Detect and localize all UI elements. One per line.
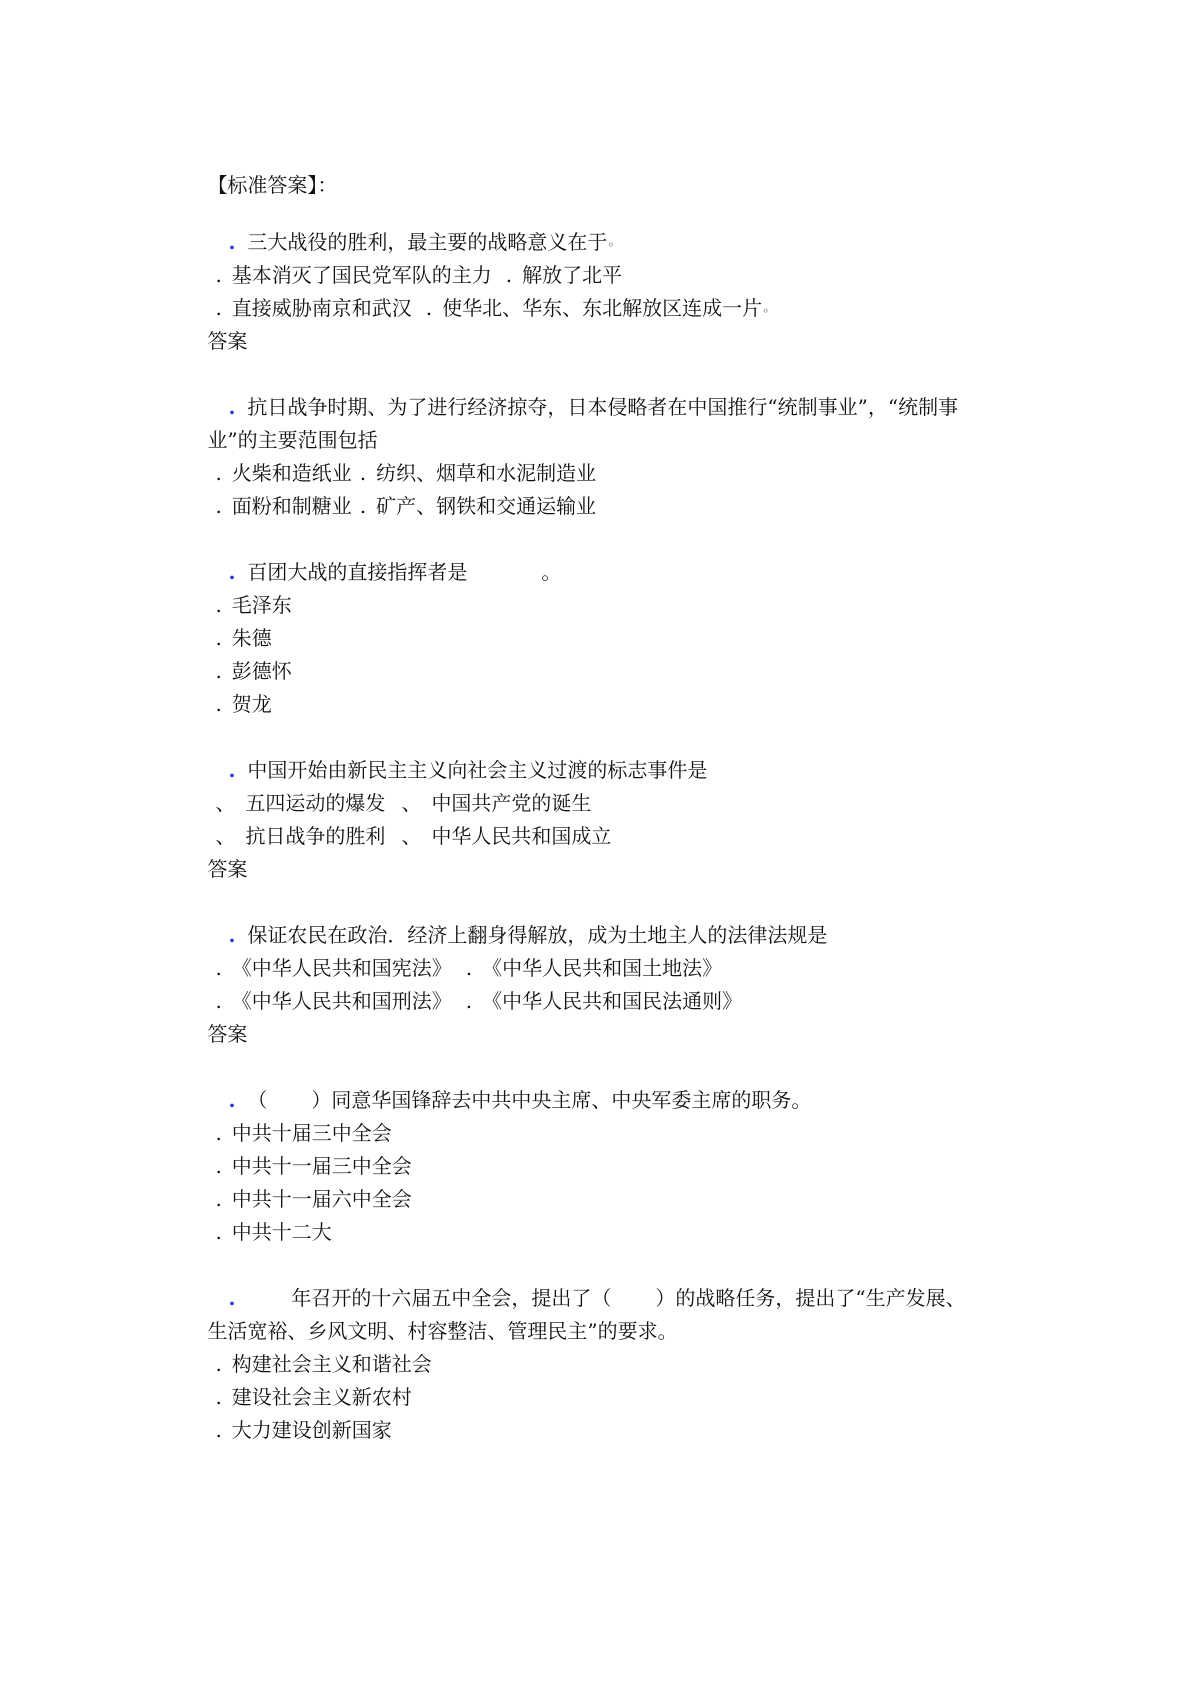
q3-option-row-b: . 朱德	[215, 626, 272, 650]
q1-answer-label	[182, 302, 248, 353]
q4-options-row1: 、 五四运动的爆发 、 中国共产党的诞生	[215, 791, 592, 815]
q2-option-c: 面粉和制糖业	[231, 494, 352, 518]
q5-option-a: 《中华人民共和国宪法》	[231, 956, 452, 980]
q1-options-row2: . 直接威胁南京和武汉 . 使华北、华东、东北解放区连成一片◦	[215, 296, 770, 320]
q4-options-row2: 、 抗日战争的胜利 、 中华人民共和国成立	[215, 824, 612, 848]
q4-stem-text: 中国开始由新民主主义向社会主义过渡的标志事件是	[247, 758, 708, 782]
q7-stem-text-1b: ）的战略任务，提出了“生产发展、	[655, 1286, 966, 1310]
q6-option-a: 中共十届三中全会	[231, 1121, 392, 1145]
q6-option-row-a: . 中共十届三中全会	[215, 1121, 392, 1145]
q7-stem-text-2: 生活宽裕、乡风文明、村容整洁、管理民主”的要求。	[207, 1319, 678, 1343]
q5-stem	[203, 896, 828, 947]
q1-options-row1: . 基本消灭了国民党军队的主力 . 解放了北平	[215, 263, 623, 287]
answer-section-title	[182, 146, 338, 197]
q5-option-d: 《中华人民共和国民法通则》	[482, 989, 743, 1013]
q5-marker: .	[228, 923, 236, 947]
q5-options-row2: . 《中华人民共和国刑法》 . 《中华人民共和国民法通则》	[215, 989, 743, 1013]
q3-option-row-a: . 毛泽东	[215, 593, 292, 617]
q6-option-d: 中共十二大	[231, 1220, 332, 1244]
q2-options-row2: . 面粉和制糖业 . 矿产、钢铁和交通运输业	[215, 494, 597, 518]
q2-stem-text-1: 抗日战争时期、为了进行经济掠夺，日本侵略者在中国推行“统制事业”，“统制事	[247, 395, 959, 419]
q6-option-row-d: . 中共十二大	[215, 1220, 332, 1244]
q7-option-c: 大力建设创新国家	[231, 1418, 392, 1442]
q7-option-row-b: . 建设社会主义新农村	[215, 1385, 412, 1409]
q1-option-a: 基本消灭了国民党军队的主力	[231, 263, 492, 287]
q6-option-row-c: . 中共十一届六中全会	[215, 1187, 412, 1211]
q5-answer-label-text: 答案	[207, 1022, 248, 1046]
q3-marker: .	[228, 560, 236, 584]
q3-option-c: 彭德怀	[231, 659, 292, 683]
q6-marker: .	[228, 1088, 236, 1112]
q5-options-row1: . 《中华人民共和国宪法》 . 《中华人民共和国土地法》	[215, 956, 723, 980]
q7-stem-text-1a: 年召开的十六届五中全会，提出了（	[291, 1286, 612, 1310]
q4-answer-label-text: 答案	[207, 857, 248, 881]
q7-stem-line2	[182, 1292, 678, 1343]
q1-stem	[203, 203, 615, 254]
q1-stem-text: 三大战役的胜利，最主要的战略意义在于	[247, 230, 608, 254]
q5-option-b: 《中华人民共和国土地法》	[482, 956, 723, 980]
q3-option-b: 朱德	[231, 626, 272, 650]
q2-option-b: 纺织、烟草和水泥制造业	[376, 461, 597, 485]
q7-option-a: 构建社会主义和谐社会	[231, 1352, 432, 1376]
q4-option-c: 抗日战争的胜利	[245, 824, 386, 848]
q5-option-c: 《中华人民共和国刑法》	[231, 989, 452, 1013]
q2-option-d: 矿产、钢铁和交通运输业	[376, 494, 597, 518]
q7-option-b: 建设社会主义新农村	[231, 1385, 412, 1409]
q2-marker: .	[228, 395, 236, 419]
answer-section-title-text: 【标准答案】：	[207, 173, 338, 197]
q3-option-row-c: . 彭德怀	[215, 659, 292, 683]
q1-marker: .	[228, 230, 236, 254]
q4-option-d: 中华人民共和国成立	[431, 824, 612, 848]
q1-option-d-end: ◦	[762, 304, 770, 318]
q4-option-b: 中国共产党的诞生	[431, 791, 592, 815]
q2-options-row1: . 火柴和造纸业 . 纺织、烟草和水泥制造业	[215, 461, 597, 485]
q4-stem	[203, 731, 708, 782]
q1-stem-end: ◦	[607, 238, 615, 252]
q1-option-c: 直接威胁南京和武汉	[231, 296, 412, 320]
q3-option-row-d: . 贺龙	[215, 692, 272, 716]
q4-answer-label	[182, 830, 248, 881]
q6-stem-open: （	[247, 1088, 268, 1112]
q7-stem-line1	[203, 1259, 966, 1310]
q6-stem	[203, 1061, 812, 1112]
q2-option-a: 火柴和造纸业	[231, 461, 352, 485]
q7-option-row-a: . 构建社会主义和谐社会	[215, 1352, 432, 1376]
q1-answer-label-text: 答案	[207, 329, 248, 353]
q3-stem	[203, 533, 562, 584]
q2-stem-line2	[182, 401, 378, 452]
q6-option-b: 中共十一届三中全会	[231, 1154, 412, 1178]
q4-marker: .	[228, 758, 236, 782]
q3-stem-end: 。	[541, 560, 562, 584]
q7-marker: .	[228, 1286, 236, 1310]
q5-answer-label	[182, 995, 248, 1046]
q3-stem-text: 百团大战的直接指挥者是	[247, 560, 468, 584]
q1-option-b: 解放了北平	[522, 263, 623, 287]
q7-option-row-c: . 大力建设创新国家	[215, 1418, 392, 1442]
q5-stem-text: 保证农民在政治．经济上翻身得解放，成为土地主人的法律法规是	[247, 923, 828, 947]
q6-option-c: 中共十一届六中全会	[231, 1187, 412, 1211]
q6-option-row-b: . 中共十一届三中全会	[215, 1154, 412, 1178]
q1-option-d: 使华北、华东、东北解放区连成一片	[442, 296, 763, 320]
q2-stem-text-2: 业”的主要范围包括	[207, 428, 378, 452]
q3-option-a: 毛泽东	[231, 593, 292, 617]
q2-stem-line1	[203, 368, 959, 419]
q3-option-d: 贺龙	[231, 692, 272, 716]
q4-option-a: 五四运动的爆发	[245, 791, 386, 815]
q6-stem-close: ）同意华国锋辞去中共中央主席、中央军委主席的职务。	[311, 1088, 812, 1112]
